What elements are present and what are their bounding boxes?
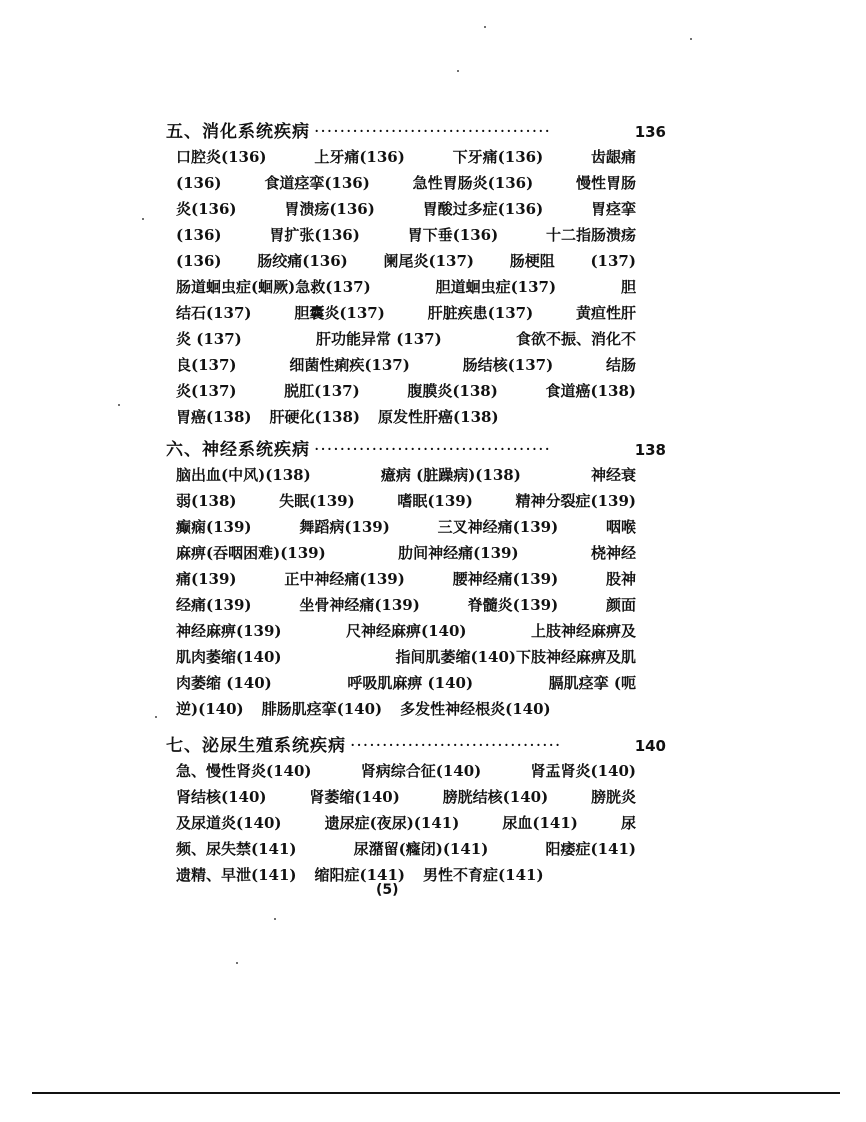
- section-page-number: 136: [634, 123, 666, 141]
- toc-line: [176, 196, 636, 222]
- section-page-number: 140: [634, 737, 666, 755]
- toc-entry: 肾盂肾炎(140): [530, 762, 636, 780]
- toc-entry: 麻痹(吞咽困难)(139): [176, 544, 326, 562]
- toc-entry: 食欲不振、消化不: [515, 330, 636, 348]
- scan-speck: [274, 918, 276, 920]
- toc-entry: 良(137): [176, 356, 237, 374]
- toc-entry: 腰神经痛(139): [452, 570, 559, 588]
- toc-line: [176, 540, 636, 566]
- toc-entry: 食道痉挛(136): [264, 174, 370, 192]
- toc-entry: 膈肌痉挛 (呃: [548, 674, 636, 692]
- section-page-number: 138: [634, 441, 666, 459]
- toc-line: [176, 566, 636, 592]
- toc-entry: 嗜眠(139): [397, 492, 473, 510]
- toc-entry: 坐骨神经痛(139): [299, 596, 420, 614]
- leader-dots: ·····································: [314, 122, 551, 142]
- toc-entry: 三叉神经痛(139): [437, 518, 559, 536]
- toc-line: [176, 862, 636, 888]
- toc-entry: 尿: [620, 814, 636, 832]
- section-heading: [166, 734, 666, 758]
- toc-entry: 及尿道炎(140): [176, 814, 282, 832]
- toc-entry: 胃溃疡(136): [284, 200, 375, 218]
- entry-lines: [176, 758, 636, 888]
- toc-entry: 正中神经痛(139): [284, 570, 405, 588]
- toc-entry: 腹膜炎(138): [407, 382, 498, 400]
- entry-lines: [176, 462, 636, 722]
- toc-line: [176, 326, 636, 352]
- toc-entry: 膀胱炎: [590, 788, 636, 806]
- toc-line: [176, 784, 636, 810]
- toc-line: [176, 758, 636, 784]
- scan-speck: [484, 26, 486, 28]
- toc-line: [176, 592, 636, 618]
- toc-entry: 膀胱结核(140): [442, 788, 549, 806]
- toc-section-urogenital: [166, 734, 666, 888]
- toc-entry: 胃酸过多症(136): [422, 200, 544, 218]
- toc-entry: 下牙痛(136): [452, 148, 544, 166]
- section-heading: [166, 438, 666, 462]
- toc-entry: 上肢神经麻痹及: [530, 622, 636, 640]
- toc-entry: 肝硬化(138): [269, 408, 361, 426]
- toc-entry: 肝功能异常 (137): [315, 330, 442, 348]
- toc-line: [176, 644, 636, 670]
- toc-entry: 肾病综合征(140): [360, 762, 482, 780]
- toc-entry: 细菌性痢疾(137): [289, 356, 410, 374]
- toc-entry: 肠道蛔虫症(蛔厥)急救(137): [176, 278, 371, 296]
- toc-entry: 胃癌(138): [176, 408, 252, 426]
- toc-section-digestive: [166, 120, 666, 430]
- toc-entry: 黄疸性肝: [575, 304, 636, 322]
- toc-entry: 舞蹈病(139): [299, 518, 390, 536]
- toc-entry: 胆囊炎(137): [294, 304, 385, 322]
- toc-line: [176, 404, 636, 430]
- toc-entry: 精神分裂症(139): [515, 492, 636, 510]
- section-title: 七、泌尿生殖系统疾病: [166, 736, 346, 756]
- toc-line: [176, 170, 636, 196]
- toc-entry: 痛(139): [176, 570, 237, 588]
- toc-entry: 齿龈痛: [590, 148, 636, 166]
- toc-entry: 呼吸肌麻痹 (140): [347, 674, 474, 692]
- toc-entry: 尿潴留(癃闭)(141): [353, 840, 489, 858]
- toc-line: [176, 670, 636, 696]
- toc-entry: 胃下垂(136): [407, 226, 499, 244]
- toc-entry: 阳痿症(141): [545, 840, 636, 858]
- toc-entry: 脱肛(137): [284, 382, 360, 400]
- toc-section-nervous: [166, 438, 666, 722]
- toc-line: [176, 352, 636, 378]
- toc-entry: 失眠(139): [279, 492, 355, 510]
- toc-entry: 原发性肝癌(138): [378, 408, 499, 426]
- toc-entry: 脑出血(中风)(138): [176, 466, 311, 484]
- toc-entry: 尿血(141): [502, 814, 578, 832]
- toc-line: [176, 274, 636, 300]
- toc-entry: 肝脏疾患(137): [427, 304, 534, 322]
- toc-entry: 咽喉: [605, 518, 636, 536]
- toc-entry: 肾萎缩(140): [309, 788, 400, 806]
- toc-entry: (136): [176, 252, 222, 270]
- toc-entry: 胆: [620, 278, 636, 296]
- toc-entry: (136): [176, 226, 222, 244]
- toc-entry: 食道癌(138): [545, 382, 636, 400]
- toc-entry: (136): [176, 174, 222, 192]
- toc-entry: 慢性胃肠: [575, 174, 636, 192]
- toc-entry: 结肠: [605, 356, 636, 374]
- toc-entry: 口腔炎(136): [176, 148, 267, 166]
- toc-entry: 指间肌萎缩(140)下肢神经麻痹及肌: [395, 648, 636, 666]
- toc-entry: (137): [590, 252, 636, 270]
- toc-entry: 肠梗阻: [509, 252, 555, 270]
- toc-line: [176, 144, 636, 170]
- toc-entry: 炎(137): [176, 382, 237, 400]
- scan-speck: [236, 962, 238, 964]
- entry-lines: [176, 144, 636, 430]
- toc-entry: 遗尿症(夜尿)(141): [324, 814, 460, 832]
- toc-entry: 腓肠肌痉挛(140): [261, 700, 383, 718]
- toc-line: [176, 618, 636, 644]
- scan-speck: [142, 218, 144, 220]
- toc-line: [176, 810, 636, 836]
- toc-entry: 炎(136): [176, 200, 237, 218]
- toc-entry: 桡神经: [590, 544, 636, 562]
- toc-entry: 急、慢性肾炎(140): [176, 762, 312, 780]
- toc-entry: 神经衰: [590, 466, 636, 484]
- toc-entry: 胃扩张(136): [269, 226, 360, 244]
- toc-entry: 肠结核(137): [462, 356, 554, 374]
- toc-entry: 缩阳症(141): [314, 866, 406, 884]
- toc-entry: 十二指肠溃疡: [545, 226, 636, 244]
- toc-entry: 急性胃肠炎(136): [412, 174, 534, 192]
- page-number: (5): [376, 882, 399, 898]
- toc-entry: 上牙痛(136): [314, 148, 405, 166]
- toc-line: [176, 514, 636, 540]
- toc-entry: 肋间神经痛(139): [398, 544, 519, 562]
- toc-entry: 脊髓炎(139): [467, 596, 559, 614]
- toc-line: [176, 696, 636, 722]
- scan-speck: [690, 38, 692, 40]
- toc-entry: 遗精、早泄(141): [176, 866, 297, 884]
- toc-entry: 男性不育症(141): [423, 866, 544, 884]
- toc-line: [176, 836, 636, 862]
- toc-entry: 逆)(140): [176, 700, 244, 718]
- toc-line: [176, 300, 636, 326]
- toc-entry: 炎 (137): [176, 330, 242, 348]
- section-title: 六、神经系统疾病: [166, 440, 310, 460]
- bottom-rule: [32, 1092, 840, 1094]
- toc-entry: 肠绞痛(136): [257, 252, 348, 270]
- toc-entry: 弱(138): [176, 492, 237, 510]
- toc-entry: 经痛(139): [176, 596, 252, 614]
- scan-speck: [457, 70, 459, 72]
- toc-entry: 癫痫(139): [176, 518, 252, 536]
- toc-entry: 肌肉萎缩(140): [176, 648, 282, 666]
- toc-entry: 胆道蛔虫症(137): [435, 278, 557, 296]
- leader-dots: ·····································: [314, 440, 551, 460]
- toc-entry: 多发性神经根炎(140): [400, 700, 551, 718]
- toc-entry: 频、尿失禁(141): [176, 840, 297, 858]
- scan-speck: [118, 404, 120, 406]
- toc-entry: 结石(137): [176, 304, 252, 322]
- toc-entry: 肉萎缩 (140): [176, 674, 272, 692]
- toc-entry: 阑尾炎(137): [383, 252, 474, 270]
- toc-line: [176, 378, 636, 404]
- toc-line: [176, 248, 636, 274]
- toc-entry: 癔病 (脏躁病)(138): [380, 466, 521, 484]
- toc-line: [176, 462, 636, 488]
- toc-entry: 肾结核(140): [176, 788, 267, 806]
- leader-dots: ·································: [350, 736, 562, 756]
- scan-speck: [155, 716, 157, 718]
- toc-line: [176, 222, 636, 248]
- section-title: 五、消化系统疾病: [166, 122, 310, 142]
- toc-entry: 尺神经麻痹(140): [345, 622, 467, 640]
- toc-line: [176, 488, 636, 514]
- toc-entry: 股神: [605, 570, 636, 588]
- toc-entry: 胃痉挛: [590, 200, 636, 218]
- toc-entry: 神经麻痹(139): [176, 622, 282, 640]
- toc-entry: 颜面: [605, 596, 636, 614]
- section-heading: [166, 120, 666, 144]
